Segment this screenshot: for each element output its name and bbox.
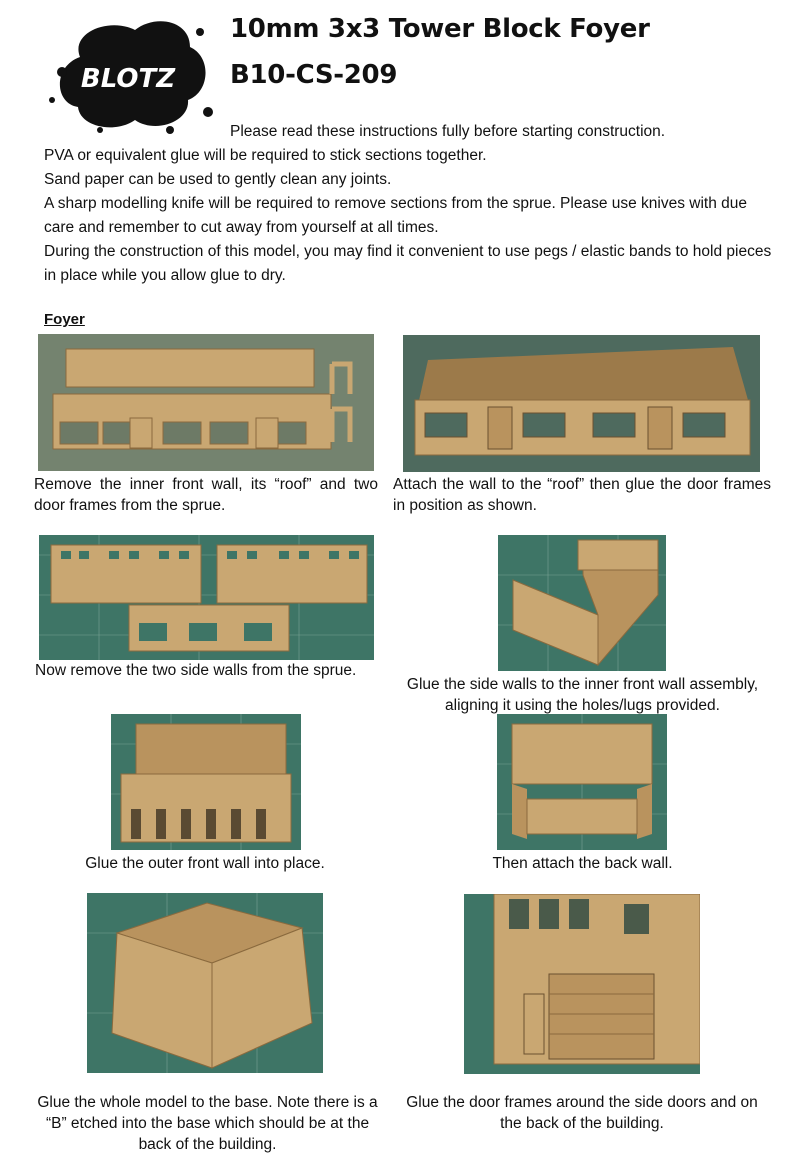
step-4-photo [498, 535, 666, 671]
logo-text: BLOTZ [80, 64, 176, 94]
step-5-caption: Glue the outer front wall into place. [85, 855, 325, 872]
step-5-photo [111, 714, 301, 850]
section-title: Foyer [44, 311, 85, 328]
product-code: B10-CS-209 [230, 60, 398, 90]
step-4-caption: Glue the side walls to the inner front wall assembly, aligning it using the holes/lugs provided. [406, 676, 759, 714]
step-6-photo [497, 714, 667, 850]
step-3-photo [39, 535, 374, 660]
step-2-caption: Attach the wall to the “roof” then glue the door frames in position as shown. [393, 476, 771, 514]
step-8-caption: Glue the door frames around the side doors and on the back of the building. [406, 1094, 758, 1132]
intro-line-2: PVA or equivalent glue will be required to stick sections together. [44, 147, 487, 164]
intro-line-1: Please read these instructions fully before starting construction. [230, 123, 666, 140]
step-1-caption: Remove the inner front wall, its “roof” and two door frames from the sprue. [34, 476, 378, 514]
step-1-photo [38, 334, 374, 471]
page-title: 10mm 3x3 Tower Block Foyer [230, 14, 650, 44]
intro-line-4: A sharp modelling knife will be required to remove sections from the sprue. Please use knives with due care and remember to cut away from yourself at all times. [44, 195, 748, 236]
intro-line-3: Sand paper can be used to gently clean any joints. [44, 171, 392, 188]
step-7-caption: Glue the whole model to the base. Note there is a “B” etched into the base which should be at the back of the building. [37, 1094, 378, 1153]
step-2-photo [403, 335, 760, 472]
step-7-photo [87, 893, 323, 1073]
step-3-caption: Now remove the two side walls from the sprue. [35, 662, 357, 679]
step-8-photo [464, 894, 700, 1074]
blotz-logo [40, 12, 220, 137]
intro-line-5: During the construction of this model, you may find it convenient to use pegs / elastic bands to hold pieces in place while you allow glue to dry. [44, 243, 772, 284]
step-6-caption: Then attach the back wall. [492, 855, 673, 872]
intro-text [44, 144, 774, 288]
